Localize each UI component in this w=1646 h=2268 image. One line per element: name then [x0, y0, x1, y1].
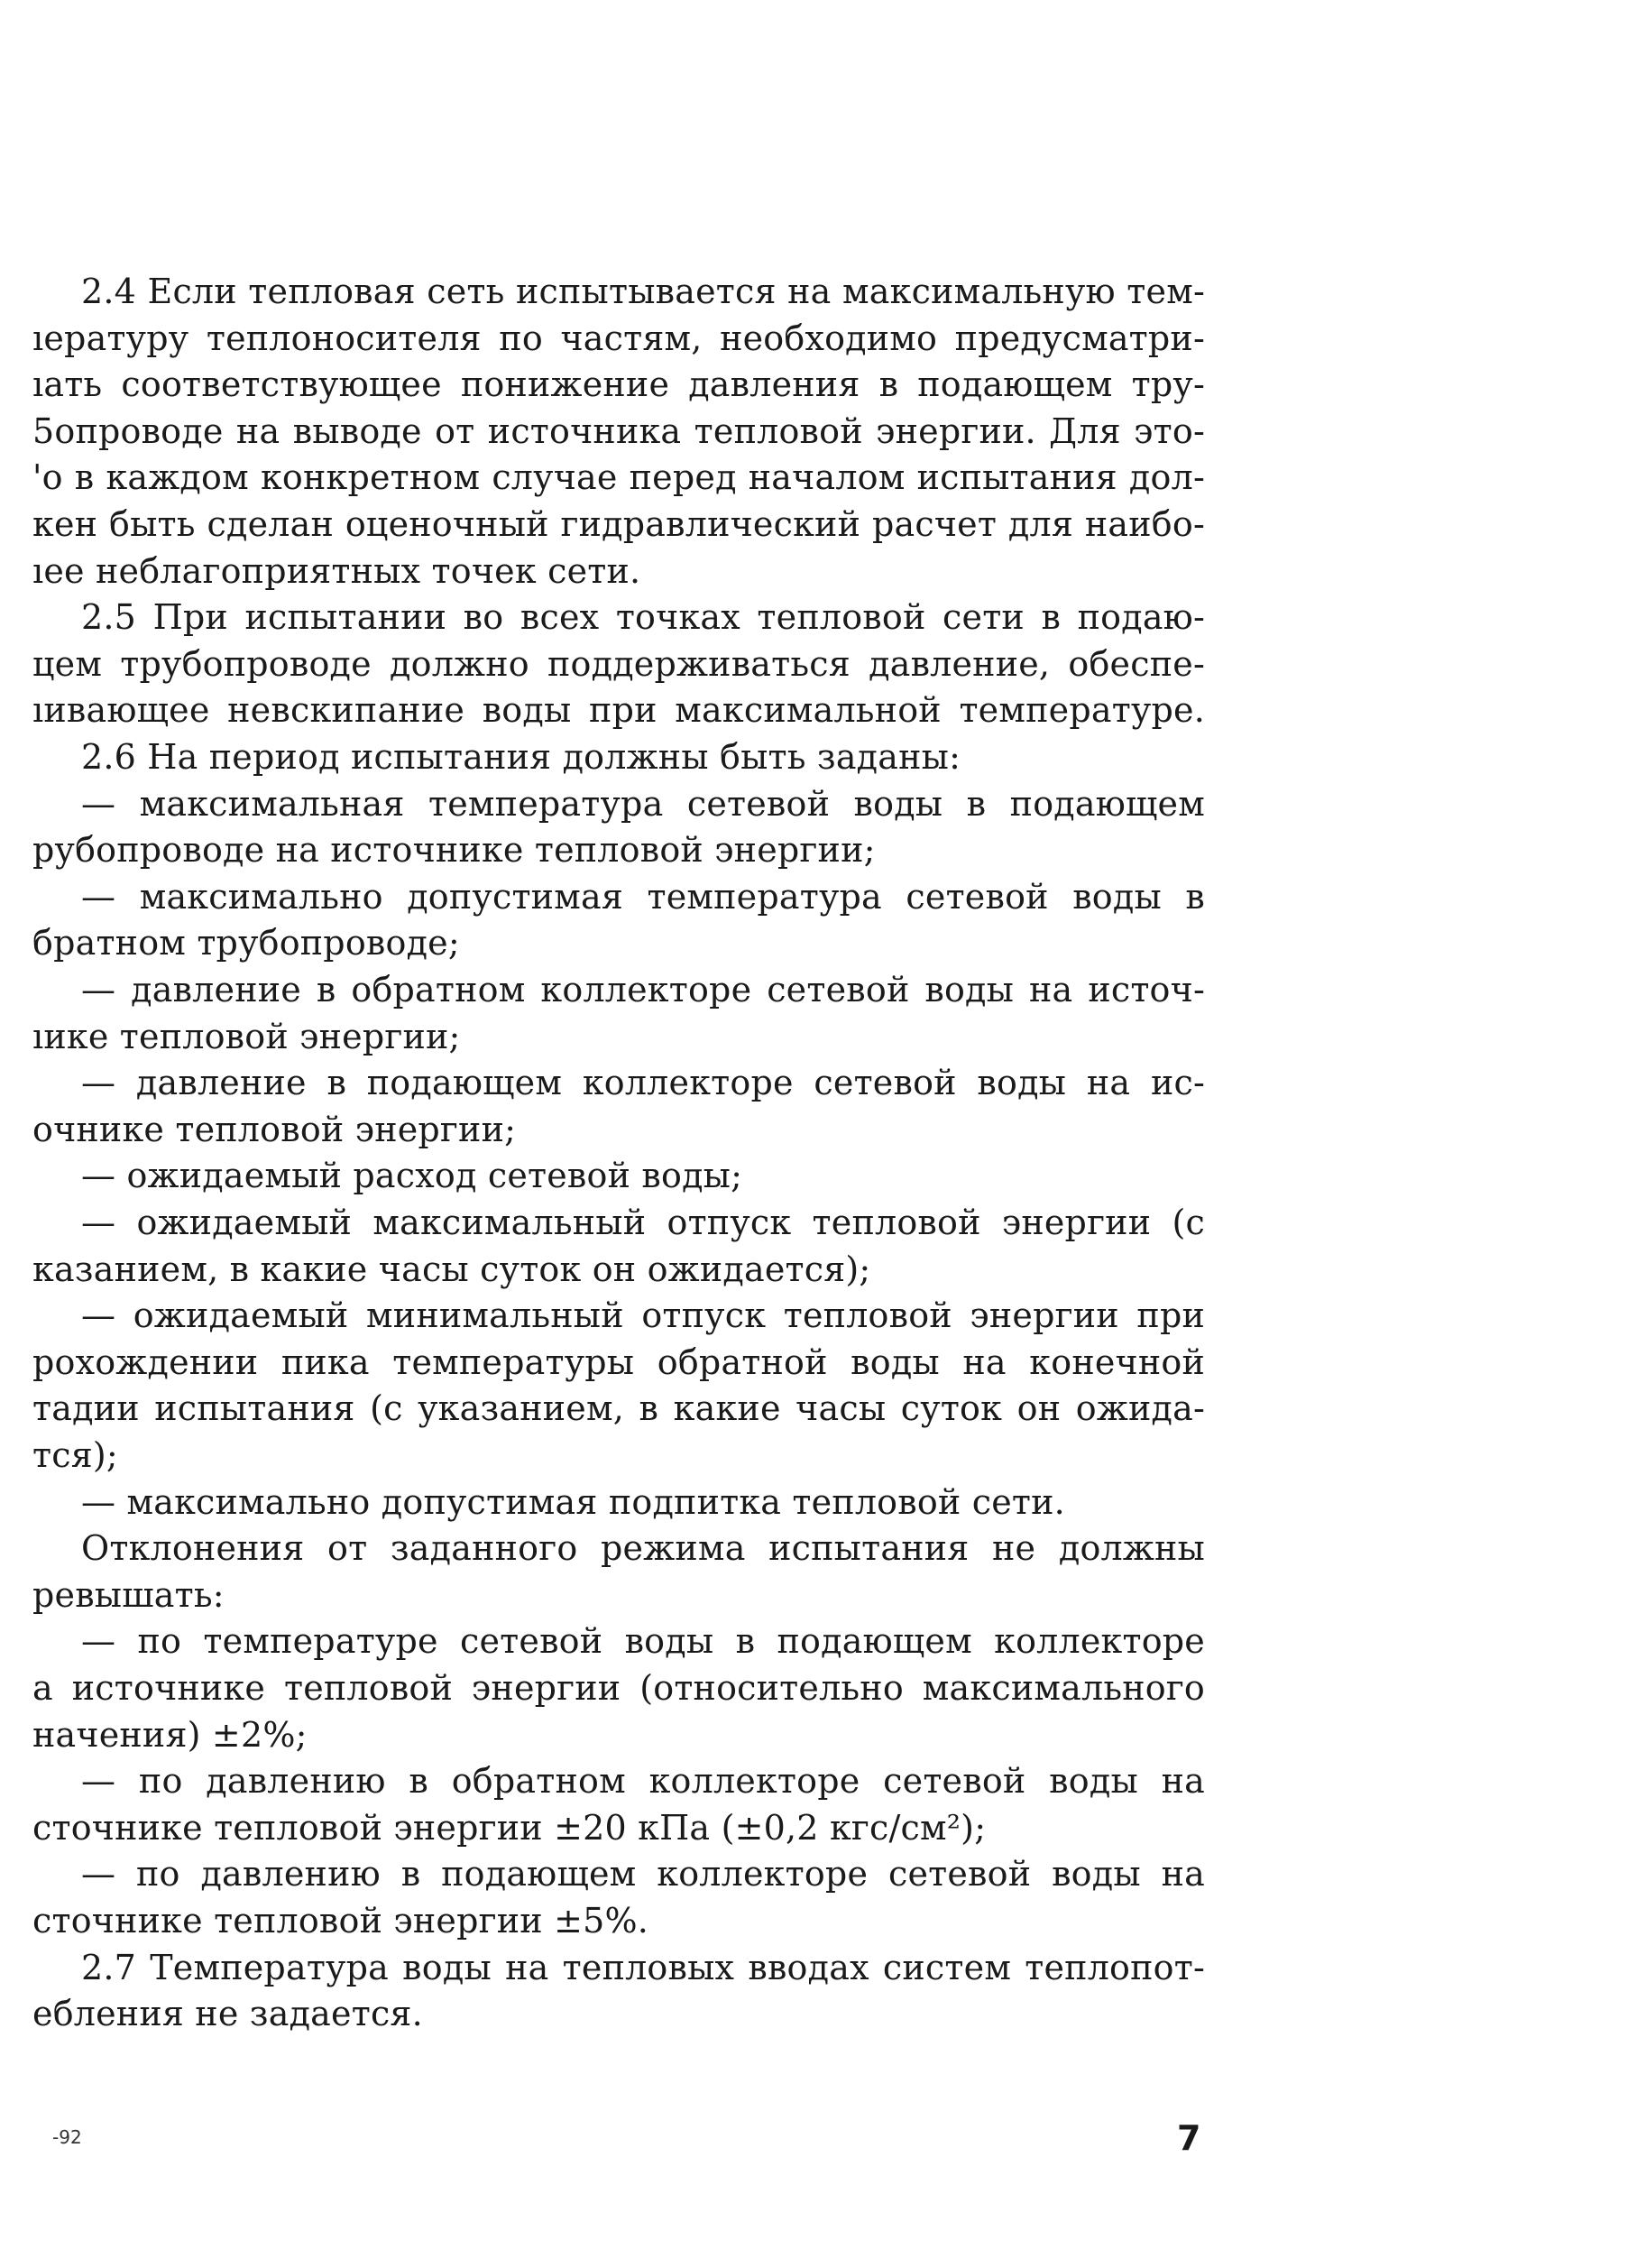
text-line: 2.7 Температура воды на тепловых вводах систем теплопот-: [81, 1947, 1205, 1987]
text-line: ıать соответствующее понижение давления в подающем тру-: [32, 364, 1205, 405]
text-line: сточнике тепловой энергии ±5%.: [32, 1901, 649, 1941]
text-line: ıивающее невскипание воды при максимальной температуре.: [32, 690, 1205, 731]
text-line: 5опроводе на выводе от источника тепловой энергии. Для это-: [32, 410, 1205, 451]
text-line: начения) ±2%;: [32, 1714, 308, 1755]
text-line: цем трубопроводе должно поддерживаться давление, обеспе-: [32, 643, 1205, 684]
text-line: — по давлению в подающем коллекторе сетевой воды на: [81, 1854, 1205, 1895]
text-line: — ожидаемый расход сетевой воды;: [81, 1156, 743, 1196]
text-line: братном трубопроводе;: [32, 923, 460, 963]
text-line: казанием, в какие часы суток он ожидается);: [32, 1249, 871, 1289]
text-line: — ожидаемый максимальный отпуск тепловой энергии (с: [81, 1203, 1205, 1242]
text-line: очнике тепловой энергии;: [32, 1109, 517, 1149]
text-line: сточнике тепловой энергии ±20 кПа (±0,2 кгс/см²);: [32, 1807, 987, 1848]
text-line: — по давлению в обратном коллекторе сетевой воды на: [81, 1761, 1205, 1802]
text-line: — максимальная температура сетевой воды в подающем: [81, 783, 1205, 824]
text-line: ıее неблагоприятных точек сети.: [32, 550, 641, 591]
text-line: 'о в каждом конкретном случае перед началом испытания дол-: [32, 457, 1205, 498]
text-line: — давление в подающем коллекторе сетевой воды на ис-: [81, 1063, 1205, 1103]
text-line: — максимально допустимая подпитка тепловой сети.: [81, 1481, 1065, 1522]
text-line: 2.6 На период испытания должны быть заданы:: [81, 737, 961, 777]
text-line: — максимально допустимая температура сетевой воды в: [81, 876, 1205, 917]
text-line: кен быть сделан оценочный гидравлический расчет для наибо-: [32, 504, 1205, 544]
text-line: — давление в обратном коллекторе сетевой воды на источ-: [81, 970, 1205, 1010]
text-line: рубопроводе на источнике тепловой энергии;: [32, 830, 876, 871]
footer-code: -92: [52, 2126, 82, 2148]
text-line: Отклонения от заданного режима испытания не должны: [81, 1528, 1205, 1569]
page-number: 7: [1177, 2118, 1201, 2158]
text-line: рохождении пика температуры обратной воды на конечной: [32, 1341, 1205, 1382]
text-line: — по температуре сетевой воды в подающем коллекторе: [81, 1621, 1205, 1662]
text-line: ıературу теплоносителя по частям, необходимо предусматри-: [32, 318, 1205, 358]
text-line: 2.5 При испытании во всех точках тепловой сети в подаю-: [81, 597, 1205, 638]
text-line: ревышать:: [32, 1574, 225, 1615]
text-line: тся);: [32, 1435, 118, 1475]
text-line: ебления не задается.: [32, 1994, 423, 2034]
text-line: ıике тепловой энергии;: [32, 1016, 461, 1056]
text-line: а источнике тепловой энергии (относительно максимального: [32, 1668, 1205, 1708]
text-line: тадии испытания (с указанием, в какие часы суток он ожида-: [32, 1388, 1205, 1429]
text-line: — ожидаемый минимальный отпуск тепловой энергии при: [81, 1295, 1205, 1336]
text-line: 2.4 Если тепловая сеть испытывается на максимальную тем-: [81, 272, 1205, 311]
